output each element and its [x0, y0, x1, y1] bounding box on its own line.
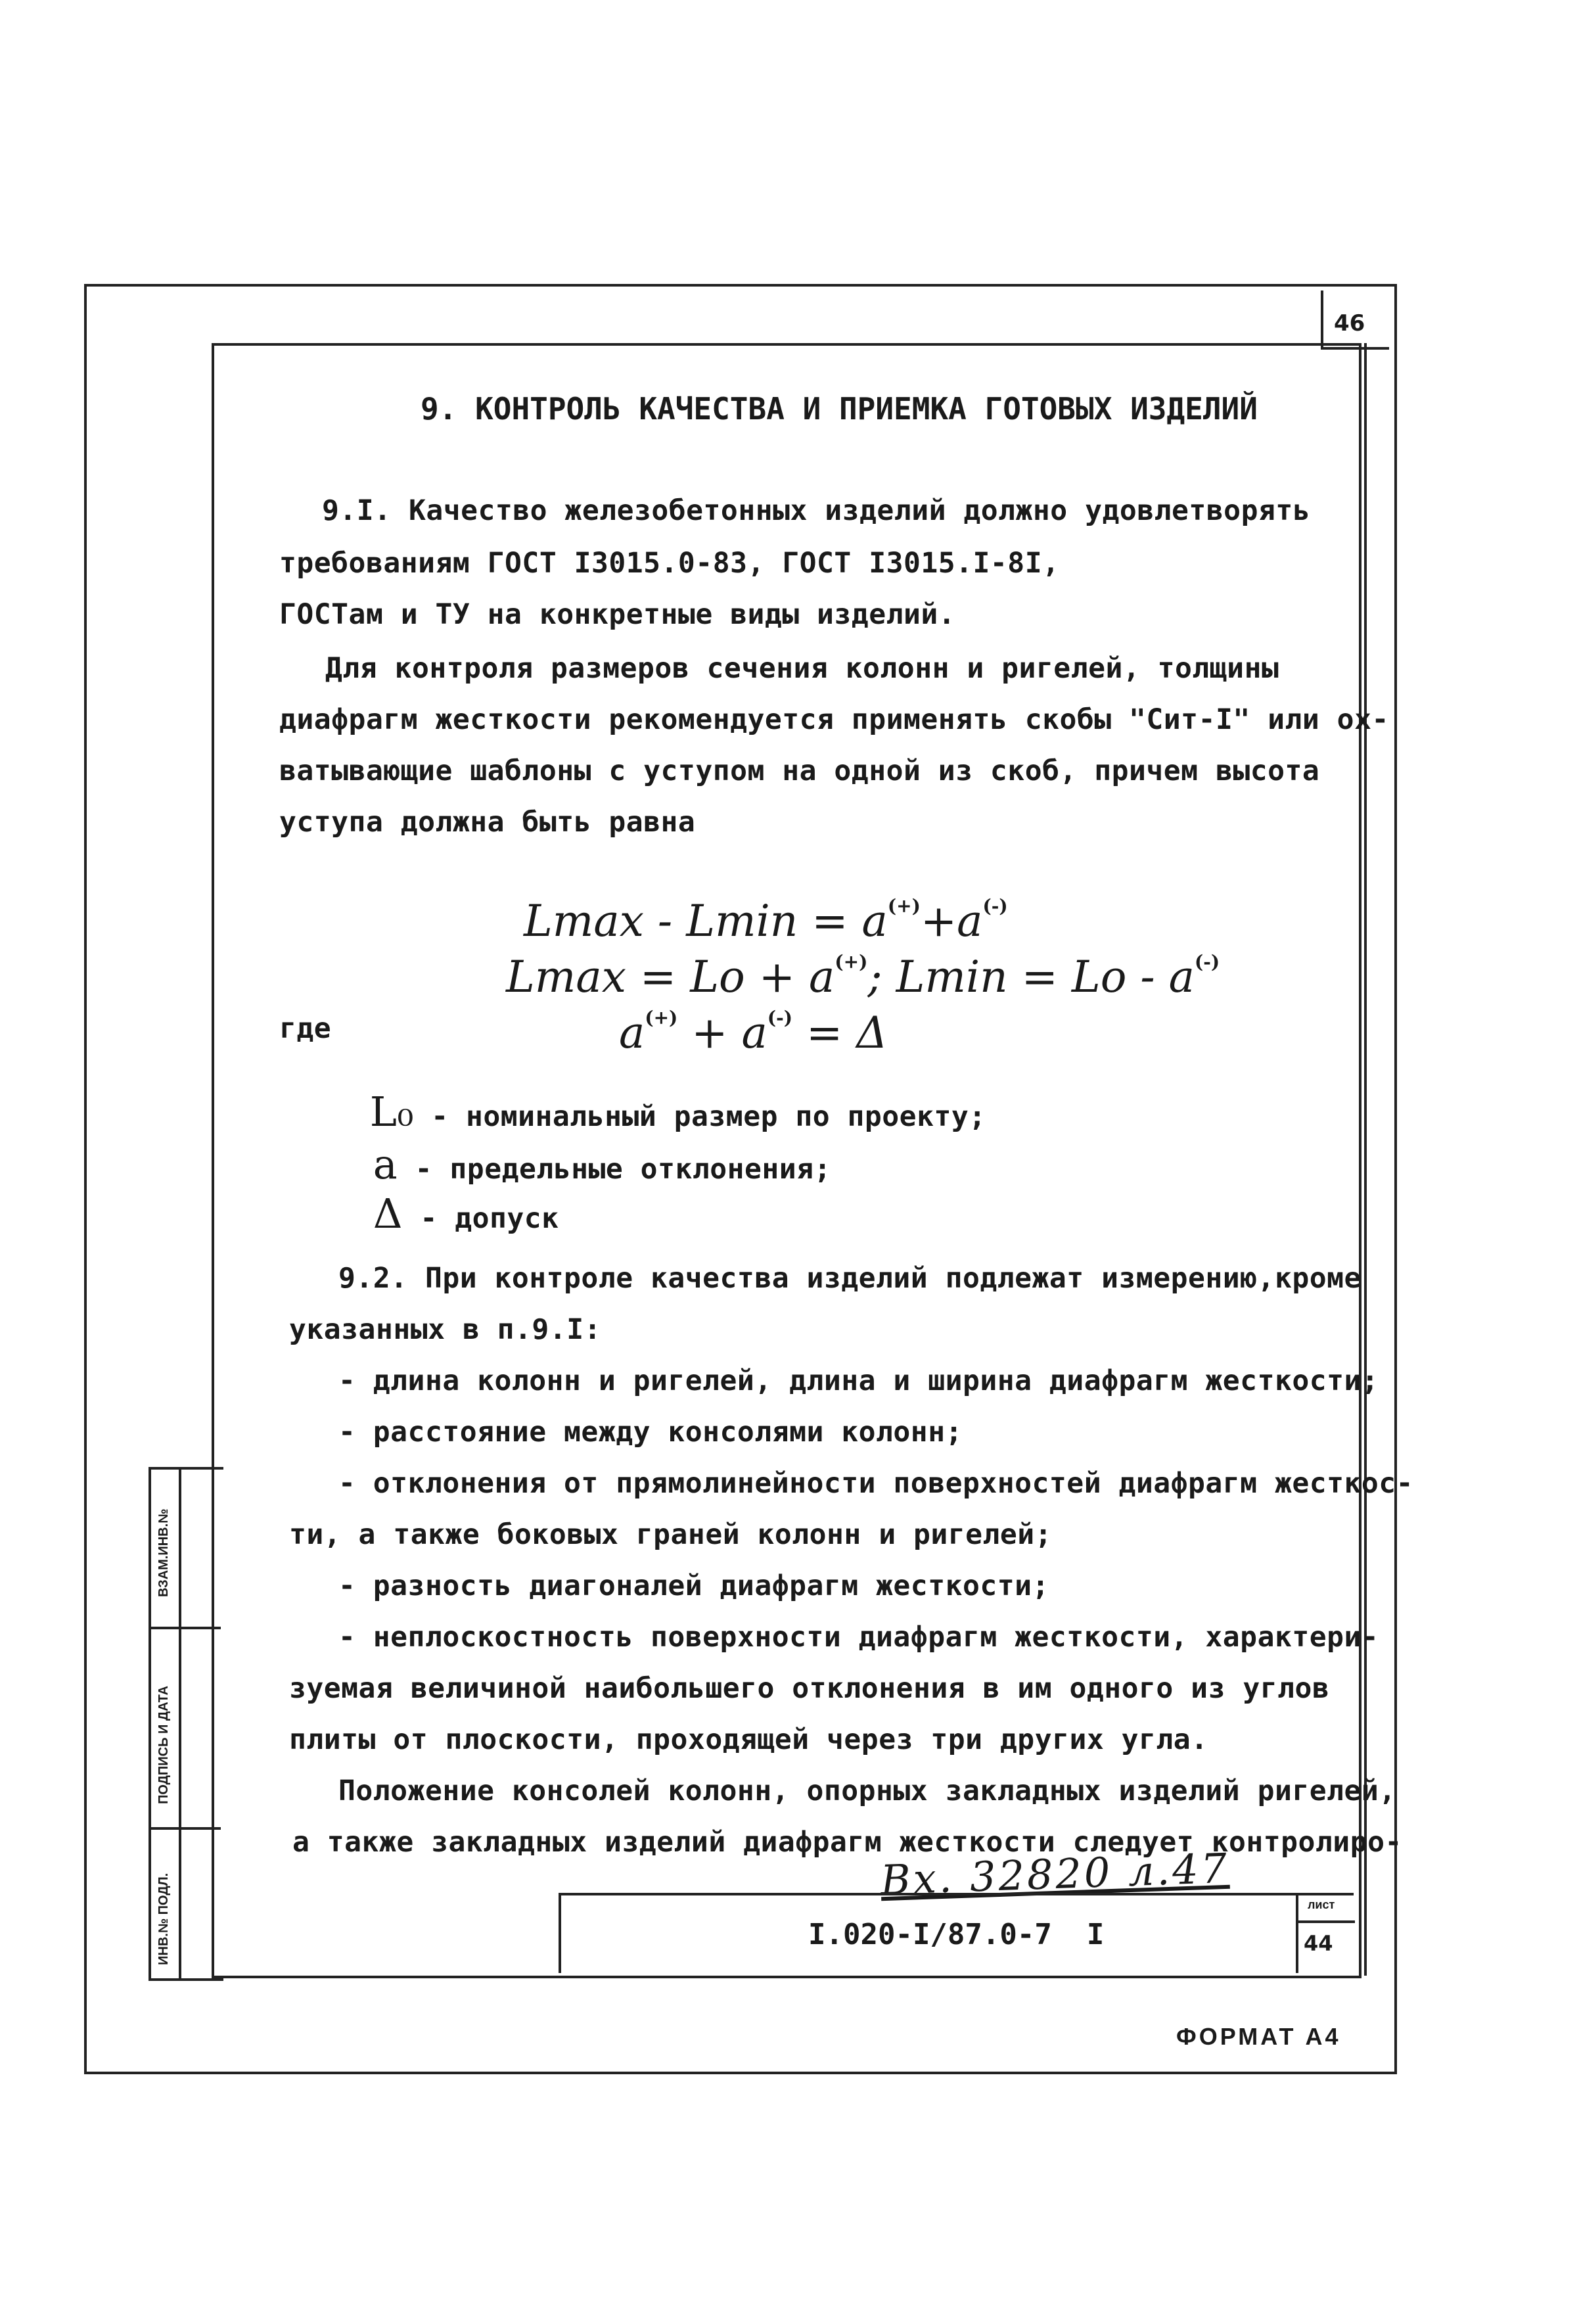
side-strip-row-divider-1 [149, 1627, 221, 1629]
bullet-3-line-1: - отклонения от прямолинейности поверхностей диафрагм жесткос- [338, 1467, 1414, 1500]
formula-3-sup-plus: (+) [645, 1007, 678, 1029]
formula-2-sup-plus: (+) [835, 951, 868, 973]
formula-2-sup-minus: (-) [1195, 951, 1220, 973]
sheet-label: лист [1308, 1898, 1335, 1911]
formula-3-c: = Δ [792, 1008, 888, 1058]
formula-1-mid: - Lmin = a [643, 896, 888, 946]
bullet-2: - расстояние между консолями колонн; [338, 1416, 963, 1449]
paragraph-2-line-3: ватывающие шаблоны с уступом на одной из скоб, причем высота [279, 755, 1320, 787]
paragraph-2-line-4: уступа должна быть равна [279, 806, 696, 839]
stamp-sheet-divider [1296, 1893, 1298, 1973]
section-title: 9. КОНТРОЛЬ КАЧЕСТВА И ПРИЕМКА ГОТОВЫХ ИЗДЕЛИЙ [421, 391, 1258, 427]
formula-1-sup-plus: (+) [887, 895, 921, 917]
side-strip-row-divider-2 [149, 1827, 221, 1830]
paragraph-2-line-1: Для контроля размеров сечения колонн и ригелей, толщины [325, 652, 1279, 685]
page-number: 46 [1334, 310, 1365, 337]
formula-3-b: + a [677, 1008, 767, 1058]
paragraph-3-line-2: а также закладных изделий диафрагм жесткости следует контролиро- [292, 1826, 1402, 1859]
stamp-sheet-label-divider [1296, 1920, 1355, 1923]
sheet-number: 44 [1304, 1931, 1333, 1956]
bullet-5-line-3: плиты от плоскости, проходящей через три других угла. [289, 1723, 1208, 1756]
handwritten-note: Вх. 32820 л.47 [879, 1844, 1231, 1905]
paragraph-9-1-line-3: ГОСТам и ТУ на конкретные виды изделий. [279, 598, 956, 631]
formula-1-plus: +a [920, 896, 983, 946]
formula-3 [591, 956, 888, 1058]
side-label-replace-inv: ВЗАМ.ИНВ.№ [156, 1508, 171, 1597]
bullet-3-line-2: ти, а также боковых граней колонн и ригелей; [289, 1518, 1053, 1551]
definition-delta-text: - допуск [420, 1202, 559, 1235]
paragraph-9-1-line-2: требованиям ГОСТ I3015.0-83, ГОСТ I3015.I-8I, [279, 547, 1060, 580]
side-strip-column-divider [179, 1467, 181, 1978]
symbol-l0: L₀ [369, 1088, 414, 1136]
definition-l0-text: - номинальный размер по проекту; [431, 1100, 986, 1133]
definition-a-text: - предельные отклонения; [415, 1153, 831, 1186]
side-label-signature-date: ПОДПИСЬ И ДАТА [156, 1685, 171, 1804]
bullet-4: - разность диагоналей диафрагм жесткости; [338, 1569, 1049, 1602]
formula-2-part-a: Lmax = Lo + a [505, 952, 835, 1002]
paragraph-9-1-line-1: 9.I. Качество железобетонных изделий должно удовлетворять [322, 494, 1311, 527]
side-label-inv-no: ИНВ.№ ПОДЛ. [156, 1872, 171, 1965]
bullet-5-line-1: - неплоскостность поверхности диафрагм жесткости, характери- [338, 1621, 1379, 1654]
paragraph-3-line-1: Положение консолей колонн, опорных закладных изделий ригелей, [338, 1775, 1396, 1807]
paragraph-9-2-line-1: 9.2. При контроле качества изделий подлежат измерению,кроме [338, 1262, 1362, 1295]
definition-delta [338, 1157, 559, 1238]
where-label: где [279, 1012, 332, 1045]
bullet-1: - длина колонн и ригелей, длина и ширина диафрагм жесткости; [338, 1364, 1379, 1397]
paragraph-2-line-2: диафрагм жесткости рекомендуется применять скобы "Сит-I" или ох- [279, 703, 1389, 736]
formula-3-a: a [618, 1008, 645, 1058]
symbol-a: a [373, 1140, 398, 1188]
frame-right-double-line [1364, 343, 1367, 1976]
formula-2-part-b: ; Lmin = Lo - a [867, 952, 1195, 1002]
formula-3-sup-minus: (-) [767, 1007, 793, 1029]
paragraph-9-2-line-2: указанных в п.9.I: [289, 1313, 601, 1346]
document-code: I.020-I/87.0-7 I [808, 1918, 1105, 1951]
bullet-5-line-2: зуемая величиной наибольшего отклонения в им одного из углов [289, 1672, 1330, 1705]
formula-1-sup-minus: (-) [982, 895, 1008, 917]
symbol-delta: Δ [373, 1190, 403, 1238]
formula-1-lmax: Lmax [523, 896, 644, 946]
format-label: ФОРМАТ А4 [1176, 2023, 1341, 2050]
